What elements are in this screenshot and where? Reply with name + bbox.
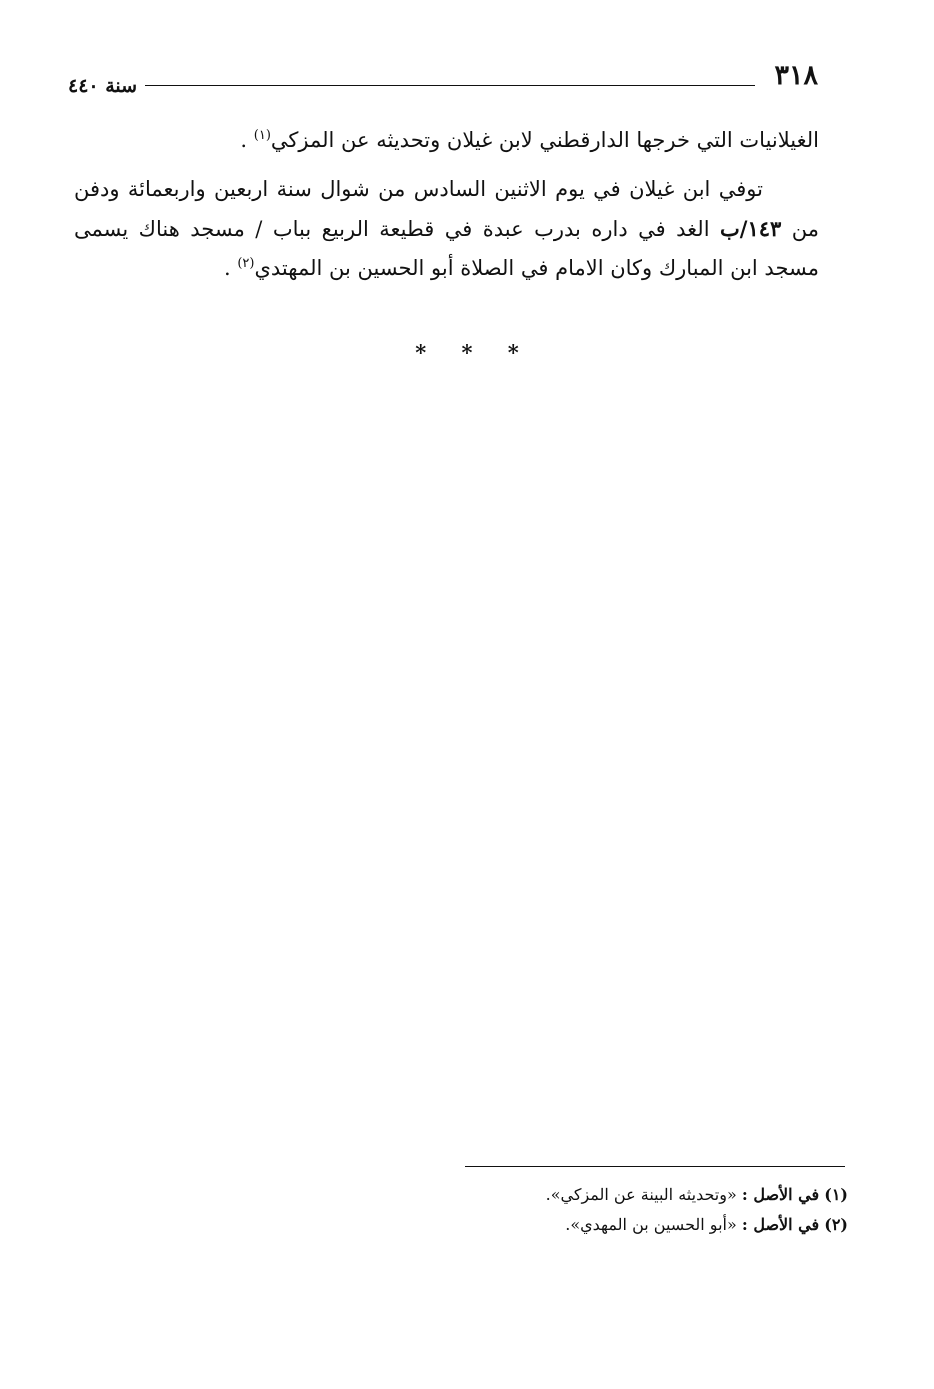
footnote-ref-1: (١) (253, 128, 271, 143)
section-break-asterisks: * * * (415, 340, 533, 365)
paragraph-2 (74, 170, 819, 288)
paragraph-2-end: . (223, 256, 238, 280)
main-text (74, 121, 819, 298)
page-number: ٣١٨ (774, 60, 818, 91)
footnote-1 (430, 1180, 848, 1210)
footnotes (430, 1180, 848, 1240)
footnote-1-source: في الأصل : (741, 1185, 820, 1204)
footnote-1-number: (١) (824, 1185, 848, 1204)
running-head: سنة ٤٤٠ (68, 75, 138, 97)
paragraph-2-text-a: توفي ابن غيلان في يوم الاثنين السادس من شوال سنة اربعين واربعمائة ودفن من (74, 177, 819, 241)
paragraph-2-text-b: الغد في داره بدرب عبدة في قطيعة الربيع بباب / مسجد هناك يسمى مسجد ابن المبارك وكان الامام في الصلاة أبو الحسين بن المهتدي (74, 217, 819, 280)
header-rule (145, 85, 755, 86)
manuscript-folio-marker: ١٤٣/ب (720, 216, 782, 241)
footnote-ref-2: (٢) (237, 256, 255, 271)
paragraph-1-text: الغيلانيات التي خرجها الدارقطني لابن غيلان وتحديثه عن المزكي (270, 128, 819, 152)
paragraph-1-end: . (240, 128, 254, 152)
footnote-2-text: «أبو الحسين بن المهدي». (565, 1215, 742, 1234)
footnote-2 (430, 1210, 848, 1240)
footnote-2-number: (٢) (824, 1215, 848, 1234)
footnote-2-source: في الأصل : (741, 1215, 820, 1234)
footnote-rule (465, 1166, 845, 1167)
footnote-1-text: «وتحديثه البينة عن المزكي». (545, 1185, 742, 1204)
page-header (68, 60, 818, 100)
paragraph-1 (74, 121, 819, 160)
